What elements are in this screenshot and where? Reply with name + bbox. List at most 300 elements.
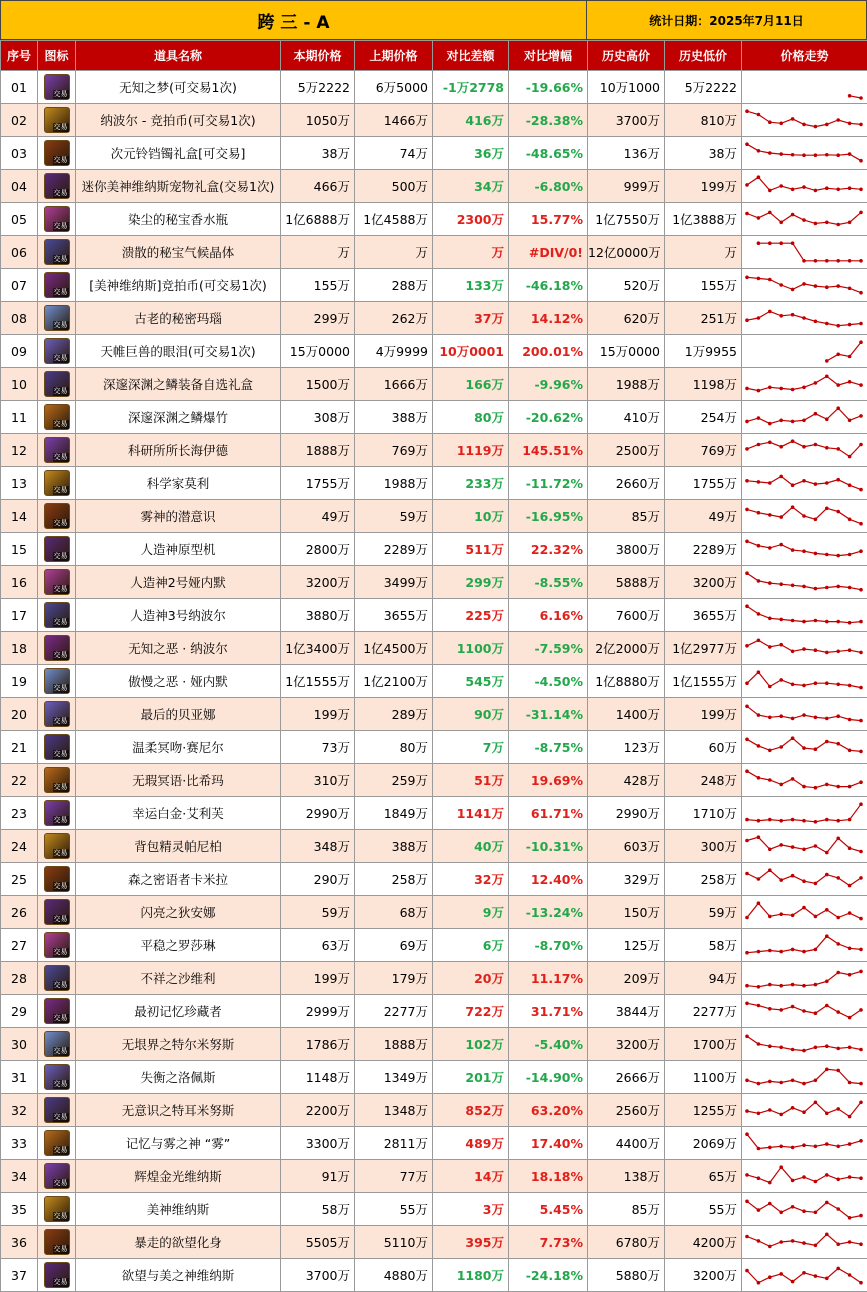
- col-header-difference: 对比差额: [433, 41, 509, 71]
- trend-point: [768, 310, 772, 314]
- history-low: 1亿1555万: [665, 665, 742, 698]
- change-rate: 31.71%: [509, 995, 588, 1028]
- trend-point: [814, 552, 818, 556]
- trend-point: [859, 1214, 863, 1218]
- trend-point: [768, 278, 772, 282]
- trend-point: [745, 1079, 749, 1083]
- trend-point: [848, 818, 852, 822]
- col-header-trend: 价格走势: [742, 41, 867, 71]
- trend-point: [848, 323, 852, 327]
- previous-price: 262万: [355, 302, 433, 335]
- trend-point: [814, 1101, 818, 1105]
- card-icon: [44, 833, 70, 859]
- table-row: [1, 632, 867, 665]
- trend-point: [848, 287, 852, 291]
- card-icon: [44, 1064, 70, 1090]
- purple-orb-icon: [44, 74, 70, 100]
- trend-point: [848, 1175, 852, 1179]
- trend-line: [747, 1167, 861, 1182]
- current-price: 5505万: [281, 1226, 355, 1259]
- trend-point: [859, 443, 863, 447]
- price-trend-sparkline: [742, 567, 866, 597]
- current-price: 1亿1555万: [281, 665, 355, 698]
- price-difference: 万: [433, 236, 509, 269]
- history-low: 59万: [665, 896, 742, 929]
- trend-point: [848, 1115, 852, 1119]
- trade-tag: 交易: [53, 915, 68, 923]
- previous-price: 500万: [355, 170, 433, 203]
- trend-point: [802, 1082, 806, 1086]
- trend-point: [802, 386, 806, 390]
- previous-price: 2277万: [355, 995, 433, 1028]
- trend-point: [825, 259, 829, 263]
- price-difference: 201万: [433, 1061, 509, 1094]
- change-rate: -7.59%: [509, 632, 588, 665]
- price-trend-cell: [742, 236, 867, 269]
- history-low: 300万: [665, 830, 742, 863]
- item-icon-cell: [38, 896, 76, 929]
- price-trend-cell: [742, 71, 867, 104]
- card-icon: [44, 602, 70, 628]
- change-rate: -8.75%: [509, 731, 588, 764]
- history-high: 2990万: [588, 797, 665, 830]
- trend-line: [747, 1069, 861, 1083]
- price-difference: 489万: [433, 1127, 509, 1160]
- table-row: [1, 896, 867, 929]
- item-icon-cell: [38, 632, 76, 665]
- previous-price: 80万: [355, 731, 433, 764]
- trend-point: [745, 916, 749, 920]
- trend-point: [768, 949, 772, 953]
- item-icon-cell: [38, 962, 76, 995]
- trend-point: [779, 1046, 783, 1050]
- trend-line: [747, 441, 861, 456]
- change-rate: 5.45%: [509, 1193, 588, 1226]
- price-trend-cell: [742, 1193, 867, 1226]
- trend-point: [814, 1244, 818, 1248]
- item-icon-cell: [38, 533, 76, 566]
- trend-point: [791, 420, 795, 424]
- item-name: 傲慢之恶 · 娅内默: [76, 665, 281, 698]
- history-low: 155万: [665, 269, 742, 302]
- trend-point: [779, 843, 783, 847]
- item-icon-cell: [38, 1094, 76, 1127]
- trend-point: [791, 683, 795, 687]
- trend-point: [745, 1109, 749, 1113]
- card-icon: [44, 701, 70, 727]
- change-rate: -9.96%: [509, 368, 588, 401]
- trade-tag: 交易: [53, 783, 68, 791]
- history-high: 5888万: [588, 566, 665, 599]
- trade-tag: 交易: [53, 321, 68, 329]
- trend-point: [859, 291, 863, 295]
- previous-price: 59万: [355, 500, 433, 533]
- row-number: 36: [1, 1226, 38, 1259]
- current-price: 1050万: [281, 104, 355, 137]
- crystal-icon: [44, 239, 70, 265]
- table-row: [1, 533, 867, 566]
- trend-point: [814, 482, 818, 486]
- price-difference: 133万: [433, 269, 509, 302]
- trend-point: [825, 873, 829, 877]
- card-icon: [44, 569, 70, 595]
- history-low: 248万: [665, 764, 742, 797]
- price-difference: 102万: [433, 1028, 509, 1061]
- history-low: 1710万: [665, 797, 742, 830]
- price-trend-cell: [742, 434, 867, 467]
- previous-price: 1666万: [355, 368, 433, 401]
- price-trend-cell: [742, 731, 867, 764]
- change-rate: 63.20%: [509, 1094, 588, 1127]
- trend-point: [745, 142, 749, 146]
- trend-point: [779, 1008, 783, 1012]
- history-high: 209万: [588, 962, 665, 995]
- item-name: 古老的秘密玛瑙: [76, 302, 281, 335]
- trend-point: [779, 475, 783, 479]
- item-name: 不祥之沙维利: [76, 962, 281, 995]
- history-high: 1亿7550万: [588, 203, 665, 236]
- price-difference: -1万2778: [433, 71, 509, 104]
- trend-point: [757, 389, 761, 393]
- trend-point: [757, 241, 761, 245]
- current-price: 3880万: [281, 599, 355, 632]
- trend-point: [757, 149, 761, 153]
- trade-tag: 交易: [53, 420, 68, 428]
- trend-point: [814, 786, 818, 790]
- previous-price: 289万: [355, 698, 433, 731]
- trend-point: [836, 554, 840, 558]
- history-low: 810万: [665, 104, 742, 137]
- table-row: [1, 665, 867, 698]
- trend-point: [836, 742, 840, 746]
- previous-price: 1亿4588万: [355, 203, 433, 236]
- price-trend-cell: [742, 500, 867, 533]
- trend-point: [825, 681, 829, 685]
- table-row: [1, 1160, 867, 1193]
- trend-point: [848, 1016, 852, 1020]
- change-rate: -11.72%: [509, 467, 588, 500]
- trend-point: [859, 588, 863, 592]
- history-high: 123万: [588, 731, 665, 764]
- trade-tag: 交易: [53, 948, 68, 956]
- trend-point: [859, 876, 863, 880]
- history-high: 125万: [588, 929, 665, 962]
- history-high: 520万: [588, 269, 665, 302]
- col-header-name: 道具名称: [76, 41, 281, 71]
- trend-line: [827, 342, 861, 361]
- item-icon-cell: [38, 1028, 76, 1061]
- trend-point: [859, 159, 863, 163]
- price-difference: 10万0001: [433, 335, 509, 368]
- price-trend-cell: [742, 203, 867, 236]
- trend-point: [757, 901, 761, 905]
- trend-point: [825, 285, 829, 289]
- trade-tag: 交易: [53, 552, 68, 560]
- trend-point: [745, 571, 749, 575]
- price-trend-sparkline: [742, 666, 866, 696]
- trend-point: [836, 585, 840, 589]
- trade-tag: 交易: [53, 519, 68, 527]
- trade-tag: 交易: [53, 981, 68, 989]
- price-trend-cell: [742, 1028, 867, 1061]
- history-high: 2亿2000万: [588, 632, 665, 665]
- trend-point: [791, 388, 795, 392]
- trend-point: [779, 714, 783, 718]
- trend-point: [836, 510, 840, 514]
- trade-tag: 交易: [53, 156, 68, 164]
- trade-tag: 交易: [53, 1179, 68, 1187]
- history-high: 3700万: [588, 104, 665, 137]
- trend-point: [814, 915, 818, 919]
- previous-price: 259万: [355, 764, 433, 797]
- price-trend-sparkline: [742, 897, 866, 927]
- row-number: 13: [1, 467, 38, 500]
- previous-price: 1亿4500万: [355, 632, 433, 665]
- trend-point: [745, 318, 749, 322]
- trend-line: [747, 903, 861, 918]
- trend-point: [814, 716, 818, 720]
- trend-point: [836, 284, 840, 288]
- trend-point: [768, 1181, 772, 1185]
- card-icon: [44, 965, 70, 991]
- price-difference: 10万: [433, 500, 509, 533]
- trend-point: [825, 908, 829, 912]
- trend-point: [768, 716, 772, 720]
- trend-point: [848, 911, 852, 915]
- trend-point: [848, 749, 852, 753]
- trend-point: [848, 186, 852, 190]
- table-row: [1, 962, 867, 995]
- price-trend-cell: [742, 566, 867, 599]
- trend-point: [768, 848, 772, 852]
- item-icon-cell: [38, 731, 76, 764]
- trend-point: [859, 850, 863, 854]
- change-rate: -5.40%: [509, 1028, 588, 1061]
- trend-point: [814, 381, 818, 385]
- pet-box-icon: [44, 173, 70, 199]
- price-trend-cell: [742, 896, 867, 929]
- trend-point: [814, 320, 818, 324]
- trend-point: [779, 122, 783, 126]
- trend-line: [747, 870, 861, 885]
- coin-icon: [44, 107, 70, 133]
- trend-point: [848, 621, 852, 625]
- current-price: 1500万: [281, 368, 355, 401]
- trend-point: [848, 1240, 852, 1244]
- change-rate: -24.18%: [509, 1259, 588, 1292]
- table-row: [1, 863, 867, 896]
- trend-point: [859, 620, 863, 624]
- trend-point: [848, 718, 852, 722]
- trend-point: [768, 915, 772, 919]
- trend-point: [825, 783, 829, 787]
- trend-point: [802, 785, 806, 789]
- current-price: 63万: [281, 929, 355, 962]
- trend-point: [779, 419, 783, 423]
- item-name: 暴走的欲望化身: [76, 1226, 281, 1259]
- price-trend-sparkline: [742, 534, 866, 564]
- trend-point: [779, 878, 783, 882]
- price-difference: 80万: [433, 401, 509, 434]
- trend-point: [779, 314, 783, 318]
- history-low: 199万: [665, 698, 742, 731]
- history-low: 2069万: [665, 1127, 742, 1160]
- price-trend-cell: [742, 962, 867, 995]
- price-trend-sparkline: [742, 1194, 866, 1224]
- previous-price: 3655万: [355, 599, 433, 632]
- change-rate: -19.66%: [509, 71, 588, 104]
- price-trend-sparkline: [742, 171, 866, 201]
- trend-point: [802, 585, 806, 589]
- row-number: 05: [1, 203, 38, 236]
- trend-point: [757, 1004, 761, 1008]
- trade-tag: 交易: [53, 222, 68, 230]
- trade-tag: 交易: [53, 816, 68, 824]
- history-high: 2660万: [588, 467, 665, 500]
- previous-price: 1466万: [355, 104, 433, 137]
- item-name: 溃散的秘宝气候晶体: [76, 236, 281, 269]
- item-icon-cell: [38, 665, 76, 698]
- row-number: 26: [1, 896, 38, 929]
- history-high: 1亿8880万: [588, 665, 665, 698]
- table-row: [1, 830, 867, 863]
- trade-tag: 交易: [53, 618, 68, 626]
- table-row: [1, 929, 867, 962]
- trend-point: [791, 313, 795, 317]
- card-icon: [44, 536, 70, 562]
- trend-point: [745, 1200, 749, 1204]
- trend-point: [836, 447, 840, 451]
- trend-point: [768, 1108, 772, 1112]
- trend-point: [791, 117, 795, 121]
- history-high: 15万0000: [588, 335, 665, 368]
- item-name: 无意识之特耳米努斯: [76, 1094, 281, 1127]
- trend-point: [859, 1082, 863, 1086]
- history-high: 2666万: [588, 1061, 665, 1094]
- trend-point: [802, 1143, 806, 1147]
- trend-point: [848, 419, 852, 423]
- item-name: 闪亮之狄安娜: [76, 896, 281, 929]
- trade-tag: 交易: [53, 684, 68, 692]
- trend-point: [757, 776, 761, 780]
- trend-point: [825, 153, 829, 157]
- trend-line: [747, 1102, 861, 1116]
- change-rate: 12.40%: [509, 863, 588, 896]
- trend-point: [848, 947, 852, 951]
- change-rate: 17.40%: [509, 1127, 588, 1160]
- current-price: 290万: [281, 863, 355, 896]
- trend-point: [836, 916, 840, 920]
- trend-point: [848, 684, 852, 688]
- price-trend-cell: [742, 797, 867, 830]
- history-low: 3200万: [665, 566, 742, 599]
- trend-point: [859, 211, 863, 215]
- row-number: 12: [1, 434, 38, 467]
- trend-point: [779, 783, 783, 787]
- history-low: 49万: [665, 500, 742, 533]
- card-icon: [44, 1031, 70, 1057]
- trend-point: [791, 1005, 795, 1009]
- row-number: 15: [1, 533, 38, 566]
- card-icon: [44, 734, 70, 760]
- item-icon-cell: [38, 698, 76, 731]
- trend-point: [768, 546, 772, 550]
- current-price: 308万: [281, 401, 355, 434]
- trend-point: [848, 973, 852, 977]
- trend-point: [779, 1145, 783, 1149]
- trend-point: [768, 1245, 772, 1249]
- previous-price: 5110万: [355, 1226, 433, 1259]
- history-low: 1198万: [665, 368, 742, 401]
- change-rate: 6.16%: [509, 599, 588, 632]
- current-price: 1888万: [281, 434, 355, 467]
- trend-point: [825, 620, 829, 624]
- trend-point: [859, 1008, 863, 1012]
- item-name: 美神维纳斯: [76, 1193, 281, 1226]
- price-trend-cell: [742, 995, 867, 1028]
- trend-point: [814, 284, 818, 288]
- row-number: 21: [1, 731, 38, 764]
- trend-point: [848, 94, 852, 98]
- item-icon-cell: [38, 1226, 76, 1259]
- trend-point: [859, 188, 863, 192]
- trend-point: [757, 985, 761, 989]
- change-rate: -31.14%: [509, 698, 588, 731]
- trend-point: [836, 118, 840, 122]
- price-trend-cell: [742, 599, 867, 632]
- price-trend-cell: [742, 533, 867, 566]
- trend-point: [859, 970, 863, 974]
- item-name: 无知之梦(可交易1次): [76, 71, 281, 104]
- trend-point: [814, 844, 818, 848]
- trade-tag: 交易: [53, 1278, 68, 1286]
- current-price: 310万: [281, 764, 355, 797]
- trend-point: [791, 874, 795, 878]
- item-name: 欲望与美之神维纳斯: [76, 1259, 281, 1292]
- price-difference: 14万: [433, 1160, 509, 1193]
- trend-point: [791, 777, 795, 781]
- trend-point: [859, 1101, 863, 1105]
- trend-point: [836, 1047, 840, 1051]
- history-high: 4400万: [588, 1127, 665, 1160]
- trend-point: [745, 1132, 749, 1136]
- trend-point: [791, 650, 795, 654]
- row-number: 10: [1, 368, 38, 401]
- trend-point: [836, 620, 840, 624]
- row-number: 01: [1, 71, 38, 104]
- price-trend-sparkline: [742, 798, 866, 828]
- trend-point: [757, 1281, 761, 1285]
- trend-point: [791, 213, 795, 217]
- trend-point: [802, 984, 806, 988]
- trend-point: [836, 478, 840, 482]
- trend-point: [825, 740, 829, 744]
- trade-tag: 交易: [53, 1212, 68, 1220]
- current-price: 1亿6888万: [281, 203, 355, 236]
- previous-price: 74万: [355, 137, 433, 170]
- trend-point: [848, 483, 852, 487]
- trend-point: [836, 153, 840, 157]
- trend-point: [814, 443, 818, 447]
- trade-tag: 交易: [53, 255, 68, 263]
- trend-point: [825, 1277, 829, 1281]
- trend-point: [836, 942, 840, 946]
- change-rate: -20.62%: [509, 401, 588, 434]
- trend-point: [791, 1146, 795, 1150]
- trend-point: [814, 983, 818, 987]
- trend-point: [745, 109, 749, 113]
- history-low: 65万: [665, 1160, 742, 1193]
